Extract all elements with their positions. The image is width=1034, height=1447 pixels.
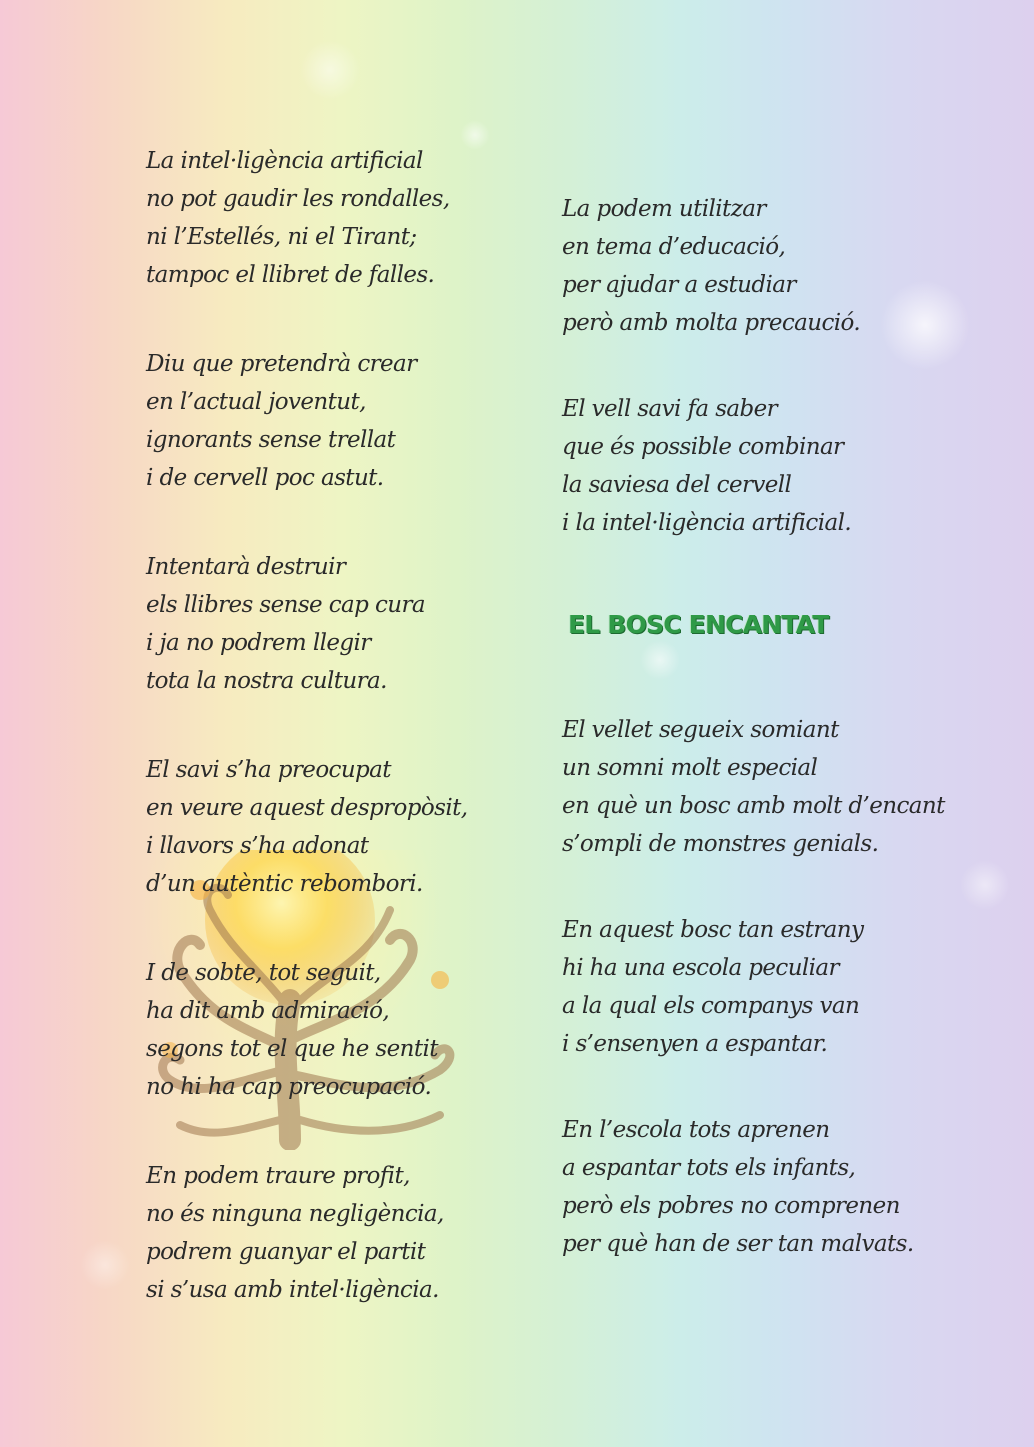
verse-line: La intel·ligència artificial xyxy=(146,148,423,174)
verse-line: podrem guanyar el partit xyxy=(146,1239,426,1265)
verse-line: en què un bosc amb molt d’encant xyxy=(562,793,945,819)
verse-line: El savi s’ha preocupat xyxy=(146,757,391,783)
stanza xyxy=(146,345,467,497)
verse-line: per què han de ser tan malvats. xyxy=(562,1231,914,1257)
verse-line: i ja no podrem llegir xyxy=(146,630,371,656)
stanza xyxy=(562,390,945,542)
verse-line: El vell savi fa saber xyxy=(562,396,778,422)
verse-line: i s’ensenyen a espantar. xyxy=(562,1031,828,1057)
verse-line: a espantar tots els infants, xyxy=(562,1155,856,1181)
stanza xyxy=(562,190,945,342)
verse-line: Diu que pretendrà crear xyxy=(146,351,417,377)
verse-line: ni l’Estellés, ni el Tirant; xyxy=(146,224,417,250)
verse-line: i llavors s’ha adonat xyxy=(146,833,369,859)
poem-left-column xyxy=(146,142,467,1309)
verse-line: no hi ha cap preocupació. xyxy=(146,1074,432,1100)
verse-line: En aquest bosc tan estrany xyxy=(562,917,864,943)
verse-line: d’un autèntic rebombori. xyxy=(146,871,423,897)
sparkle-decoration xyxy=(960,860,1010,910)
sparkle-decoration xyxy=(300,40,360,100)
verse-line: s’ompli de monstres genials. xyxy=(562,831,879,857)
verse-line: I de sobte, tot seguit, xyxy=(146,960,381,986)
stanza xyxy=(146,751,467,903)
verse-line: si s’usa amb intel·ligència. xyxy=(146,1277,439,1303)
verse-line: en veure aquest despropòsit, xyxy=(146,795,468,821)
verse-line: En l’escola tots aprenen xyxy=(562,1117,830,1143)
stanza xyxy=(146,142,467,294)
section-title: EL BOSC ENCANTAT xyxy=(568,610,829,639)
verse-line: tampoc el llibret de falles. xyxy=(146,262,435,288)
verse-line: no és ninguna negligència, xyxy=(146,1201,444,1227)
poem-right-column xyxy=(562,190,945,1263)
verse-line: que és possible combinar xyxy=(562,434,844,460)
stanza xyxy=(146,548,467,700)
verse-line: la saviesa del cervell xyxy=(562,472,792,498)
verse-line: En podem traure profit, xyxy=(146,1163,410,1189)
verse-line: però amb molta precaució. xyxy=(562,310,861,336)
verse-line: en tema d’educació, xyxy=(562,234,786,260)
stanza xyxy=(562,911,945,1063)
verse-line: ha dit amb admiració, xyxy=(146,998,390,1024)
verse-line: Intentarà destruir xyxy=(146,554,346,580)
stanza xyxy=(562,711,945,863)
verse-line: però els pobres no comprenen xyxy=(562,1193,900,1219)
verse-line: tota la nostra cultura. xyxy=(146,668,387,694)
verse-line: un somni molt especial xyxy=(562,755,818,781)
verse-line: La podem utilitzar xyxy=(562,196,766,222)
verse-line: els llibres sense cap cura xyxy=(146,592,425,618)
verse-line: no pot gaudir les rondalles, xyxy=(146,186,450,212)
stanza xyxy=(146,954,467,1106)
stanza xyxy=(562,1111,945,1263)
stanza xyxy=(146,1157,467,1309)
verse-line: El vellet segueix somiant xyxy=(562,717,839,743)
verse-line: per ajudar a estudiar xyxy=(562,272,796,298)
verse-line: i de cervell poc astut. xyxy=(146,465,384,491)
verse-line: segons tot el que he sentit xyxy=(146,1036,438,1062)
verse-line: ignorants sense trellat xyxy=(146,427,396,453)
verse-line: en l’actual joventut, xyxy=(146,389,366,415)
verse-line: i la intel·ligència artificial. xyxy=(562,510,852,536)
verse-line: a la qual els companys van xyxy=(562,993,860,1019)
sparkle-decoration xyxy=(80,1240,130,1290)
verse-line: hi ha una escola peculiar xyxy=(562,955,839,981)
